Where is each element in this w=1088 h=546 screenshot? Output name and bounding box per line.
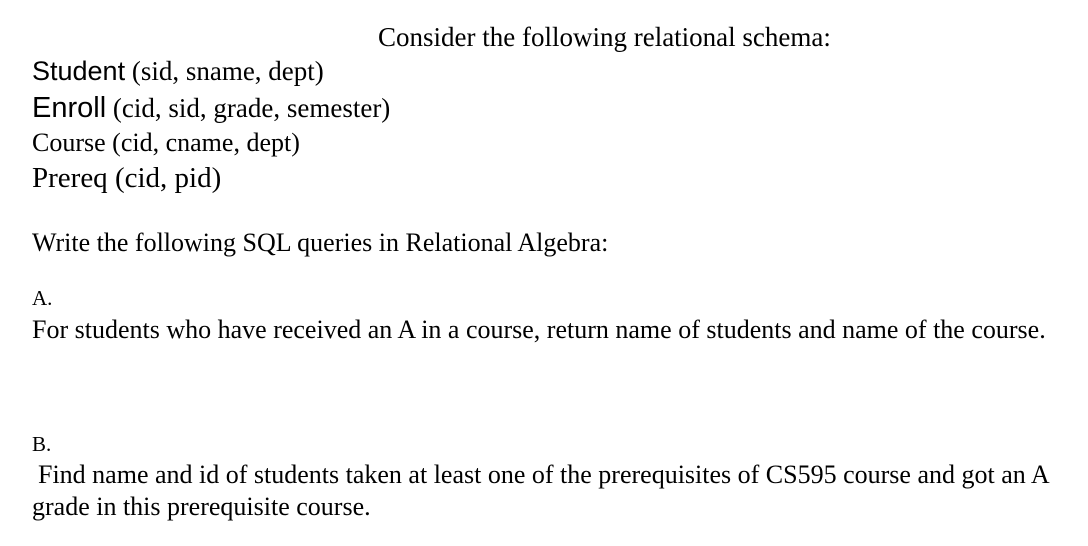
- question-a-text: For students who have received an A in a course, return name of students and name of the course.: [32, 315, 1046, 344]
- schema-course: [32, 130, 300, 156]
- question-b-label: B.: [32, 432, 52, 456]
- schema-enroll: [32, 94, 390, 123]
- schema-student: [32, 58, 324, 85]
- relation-name: Course: [32, 128, 106, 157]
- relation-attributes: (sid, sname, dept): [125, 56, 324, 86]
- relation-name: Prereq: [32, 162, 108, 194]
- schema-prereq: [32, 164, 221, 193]
- instruction-text: Write the following SQL queries in Relational Algebra:: [32, 228, 609, 257]
- question-a-label: A.: [32, 286, 53, 310]
- relation-attributes: (cid, pid): [107, 162, 222, 194]
- question-b-text: Find name and id of students taken at least one of the prerequisites of CS595 course and got an A grade in this prerequisite course.: [32, 460, 1049, 521]
- schema-heading: Consider the following relational schema:: [378, 22, 831, 52]
- relation-name: Student: [32, 56, 126, 86]
- relation-attributes: (cid, sid, grade, semester): [106, 93, 391, 123]
- relation-attributes: (cid, cname, dept): [105, 128, 300, 157]
- relation-name: Enroll: [32, 92, 107, 124]
